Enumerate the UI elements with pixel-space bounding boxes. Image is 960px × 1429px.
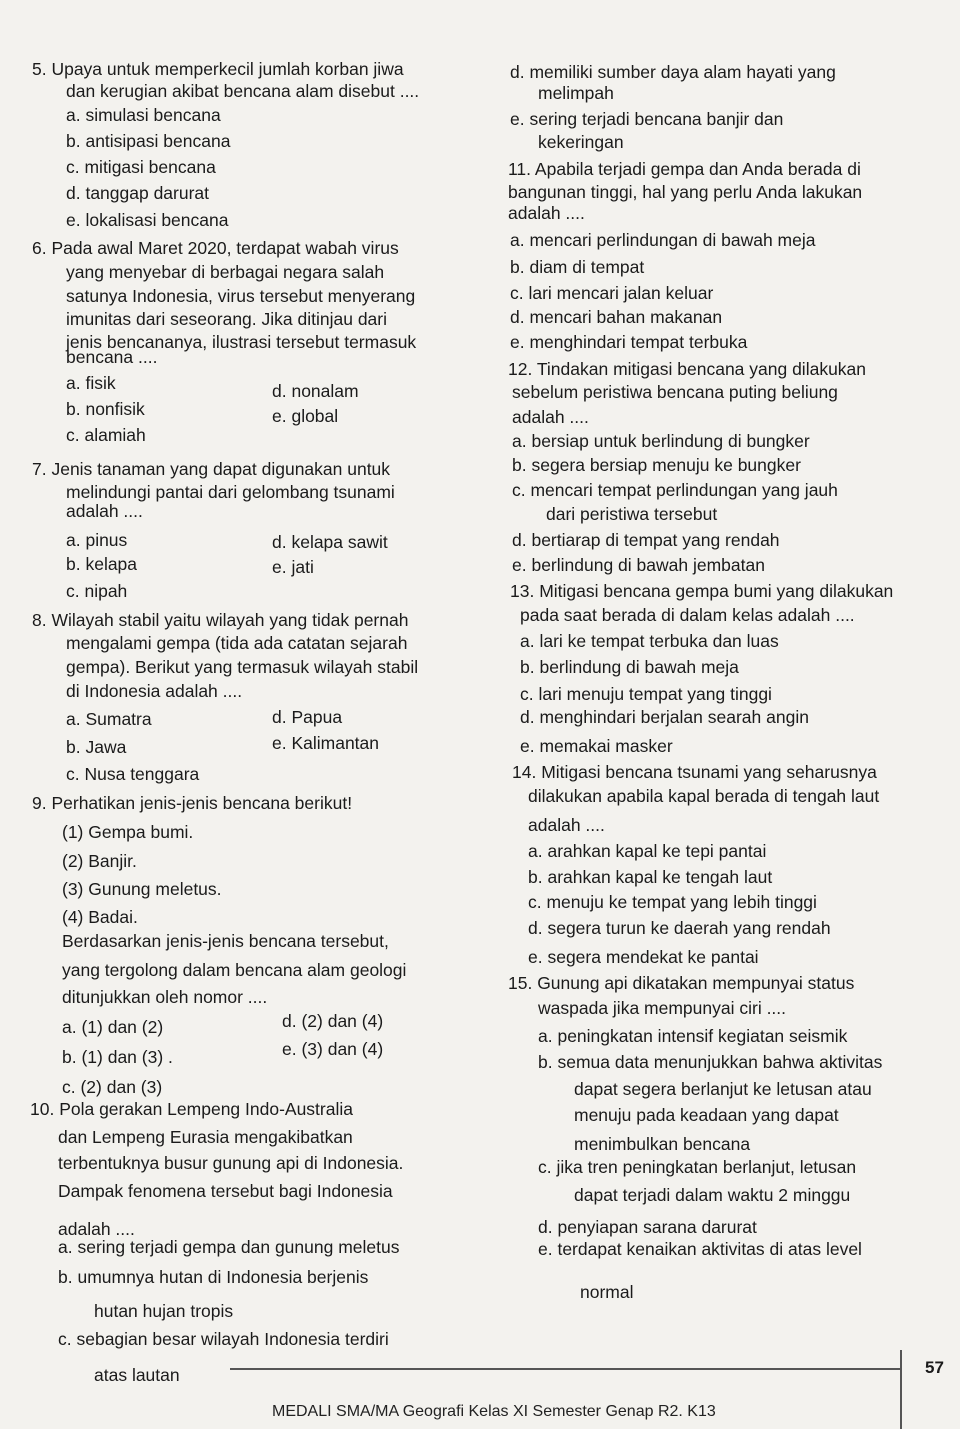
text-line: a. arahkan kapal ke tepi pantai <box>528 841 767 861</box>
text-line: dan kerugian akibat bencana alam disebut .... <box>66 81 420 101</box>
text-line: a. simulasi bencana <box>66 105 221 125</box>
text-line: e. (3) dan (4) <box>282 1039 384 1059</box>
text-line: imunitas dari seseorang. Jika ditinjau dari <box>66 309 387 329</box>
text-line: 9. Perhatikan jenis-jenis bencana berikut! <box>32 793 353 813</box>
text-line: bencana .... <box>66 347 158 367</box>
text-line: pada saat berada di dalam kelas adalah .... <box>520 605 855 625</box>
text-line: dapat segera berlanjut ke letusan atau <box>574 1079 872 1099</box>
text-line: melimpah <box>538 83 614 103</box>
text-line: 11. Apabila terjadi gempa dan Anda berada di <box>508 159 861 179</box>
text-line: melindungi pantai dari gelombang tsunami <box>66 482 395 502</box>
text-line: (3) Gunung meletus. <box>62 879 222 899</box>
text-line: (4) Badai. <box>62 907 138 927</box>
text-line: adalah .... <box>512 407 589 427</box>
text-line: dapat terjadi dalam waktu 2 minggu <box>574 1185 851 1205</box>
text-line: dan Lempeng Eurasia mengakibatkan <box>58 1127 353 1147</box>
text-line: c. jika tren peningkatan berlanjut, letusan <box>538 1157 857 1177</box>
text-line: c. (2) dan (3) <box>62 1077 163 1097</box>
text-line: e. menghindari tempat terbuka <box>510 332 748 352</box>
text-line: bangunan tinggi, hal yang perlu Anda lakukan <box>508 182 863 202</box>
text-line: hutan hujan tropis <box>94 1301 234 1321</box>
text-line: a. pinus <box>66 530 128 550</box>
text-line: 15. Gunung api dikatakan mempunyai status <box>508 973 855 993</box>
text-line: waspada jika mempunyai ciri .... <box>538 998 787 1018</box>
text-line: mengalami gempa (tida ada catatan sejarah <box>66 633 408 653</box>
text-line: dilakukan apabila kapal berada di tengah laut <box>528 786 880 806</box>
text-line: (1) Gempa bumi. <box>62 822 194 842</box>
text-line: d. tanggap darurat <box>66 183 210 203</box>
text-line: b. (1) dan (3) . <box>62 1047 173 1067</box>
text-line: a. Sumatra <box>66 709 152 729</box>
text-line: adalah .... <box>508 203 585 223</box>
text-line: (2) Banjir. <box>62 851 137 871</box>
text-line: adalah .... <box>66 501 143 521</box>
text-line: e. Kalimantan <box>272 733 380 753</box>
text-line: a. lari ke tempat terbuka dan luas <box>520 631 779 651</box>
text-line: jenis bencananya, ilustrasi tersebut termasuk <box>66 332 417 352</box>
text-line: e. memakai masker <box>520 736 673 756</box>
text-line: 14. Mitigasi bencana tsunami yang seharusnya <box>512 762 877 782</box>
text-line: e. segera mendekat ke pantai <box>528 947 759 967</box>
text-line: adalah .... <box>528 815 605 835</box>
text-line: b. berlindung di bawah meja <box>520 657 739 677</box>
text-line: e. sering terjadi bencana banjir dan <box>510 109 784 129</box>
text-line: terbentuknya busur gunung api di Indonesia. <box>58 1153 404 1173</box>
text-line: d. Papua <box>272 707 343 727</box>
text-line: b. Jawa <box>66 737 127 757</box>
text-line: c. nipah <box>66 581 128 601</box>
text-line: normal <box>580 1282 634 1302</box>
page-number: 57 <box>925 1358 944 1377</box>
text-line: e. lokalisasi bencana <box>66 210 229 230</box>
text-line: b. diam di tempat <box>510 257 645 277</box>
text-line: Dampak fenomena tersebut bagi Indonesia <box>58 1181 393 1201</box>
text-line: d. (2) dan (4) <box>282 1011 384 1031</box>
text-line: 5. Upaya untuk memperkecil jumlah korban jiwa <box>32 59 404 79</box>
footer-text: MEDALI SMA/MA Geografi Kelas XI Semester Genap R2. K13 <box>272 1403 716 1420</box>
text-line: a. mencari perlindungan di bawah meja <box>510 230 816 250</box>
text-line: e. berlindung di bawah jembatan <box>512 555 765 575</box>
text-line: d. kelapa sawit <box>272 532 388 552</box>
text-line: c. Nusa tenggara <box>66 764 200 784</box>
text-line: Berdasarkan jenis-jenis bencana tersebut, <box>62 931 389 951</box>
text-line: yang menyebar di berbagai negara salah <box>66 262 385 282</box>
text-line: e. global <box>272 406 339 426</box>
text-line: c. lari mencari jalan keluar <box>510 283 714 303</box>
text-line: c. alamiah <box>66 425 146 445</box>
text-line: satunya Indonesia, virus tersebut menyerang <box>66 286 416 306</box>
text-line: 8. Wilayah stabil yaitu wilayah yang tidak pernah <box>32 610 409 630</box>
text-line: a. bersiap untuk berlindung di bungker <box>512 431 810 451</box>
text-line: b. umumnya hutan di Indonesia berjenis <box>58 1267 369 1287</box>
text-line: menimbulkan bencana <box>574 1134 751 1154</box>
text-line: d. bertiarap di tempat yang rendah <box>512 530 780 550</box>
text-line: gempa). Berikut yang termasuk wilayah stabil <box>66 657 419 677</box>
text-line: b. semua data menunjukkan bahwa aktivitas <box>538 1052 883 1072</box>
text-line: b. kelapa <box>66 554 138 574</box>
text-line: b. segera bersiap menuju ke bungker <box>512 455 801 475</box>
text-line: 13. Mitigasi bencana gempa bumi yang dilakukan <box>510 581 894 601</box>
text-line: c. menuju ke tempat yang lebih tinggi <box>528 892 817 912</box>
text-line: ditunjukkan oleh nomor .... <box>62 987 268 1007</box>
text-line: 12. Tindakan mitigasi bencana yang dilakukan <box>508 359 867 379</box>
text-line: e. jati <box>272 557 314 577</box>
text-line: a. sering terjadi gempa dan gunung meletus <box>58 1237 400 1257</box>
text-line: e. terdapat kenaikan aktivitas di atas level <box>538 1239 862 1259</box>
text-line: b. nonfisik <box>66 399 145 419</box>
text-line: yang tergolong dalam bencana alam geologi <box>62 960 407 980</box>
text-line: c. lari menuju tempat yang tinggi <box>520 684 772 704</box>
text-line: dari peristiwa tersebut <box>546 504 718 524</box>
text-line: c. sebagian besar wilayah Indonesia terdiri <box>58 1329 389 1349</box>
text-line: d. memiliki sumber daya alam hayati yang <box>510 62 836 82</box>
text-line: atas lautan <box>94 1365 180 1385</box>
text-line: 10. Pola gerakan Lempeng Indo-Australia <box>30 1099 353 1119</box>
text-line: a. fisik <box>66 373 116 393</box>
text-line: kekeringan <box>538 132 624 152</box>
text-line: d. mencari bahan makanan <box>510 307 723 327</box>
text-line: d. penyiapan sarana darurat <box>538 1217 757 1237</box>
text-line: c. mencari tempat perlindungan yang jauh <box>512 480 838 500</box>
text-line: b. arahkan kapal ke tengah laut <box>528 867 773 887</box>
text-line: a. peningkatan intensif kegiatan seismik <box>538 1026 848 1046</box>
text-line: c. mitigasi bencana <box>66 157 216 177</box>
text-line: adalah .... <box>58 1219 135 1239</box>
text-line: di Indonesia adalah .... <box>66 681 243 701</box>
text-line: 6. Pada awal Maret 2020, terdapat wabah virus <box>32 238 399 258</box>
text-line: a. (1) dan (2) <box>62 1017 164 1037</box>
text-line: 7. Jenis tanaman yang dapat digunakan untuk <box>32 459 391 479</box>
text-line: d. menghindari berjalan searah angin <box>520 707 809 727</box>
text-line: menuju pada keadaan yang dapat <box>574 1105 839 1125</box>
text-line: b. antisipasi bencana <box>66 131 231 151</box>
text-line: d. segera turun ke daerah yang rendah <box>528 918 831 938</box>
text-line: sebelum peristiwa bencana puting beliung <box>512 382 838 402</box>
text-line: d. nonalam <box>272 381 359 401</box>
